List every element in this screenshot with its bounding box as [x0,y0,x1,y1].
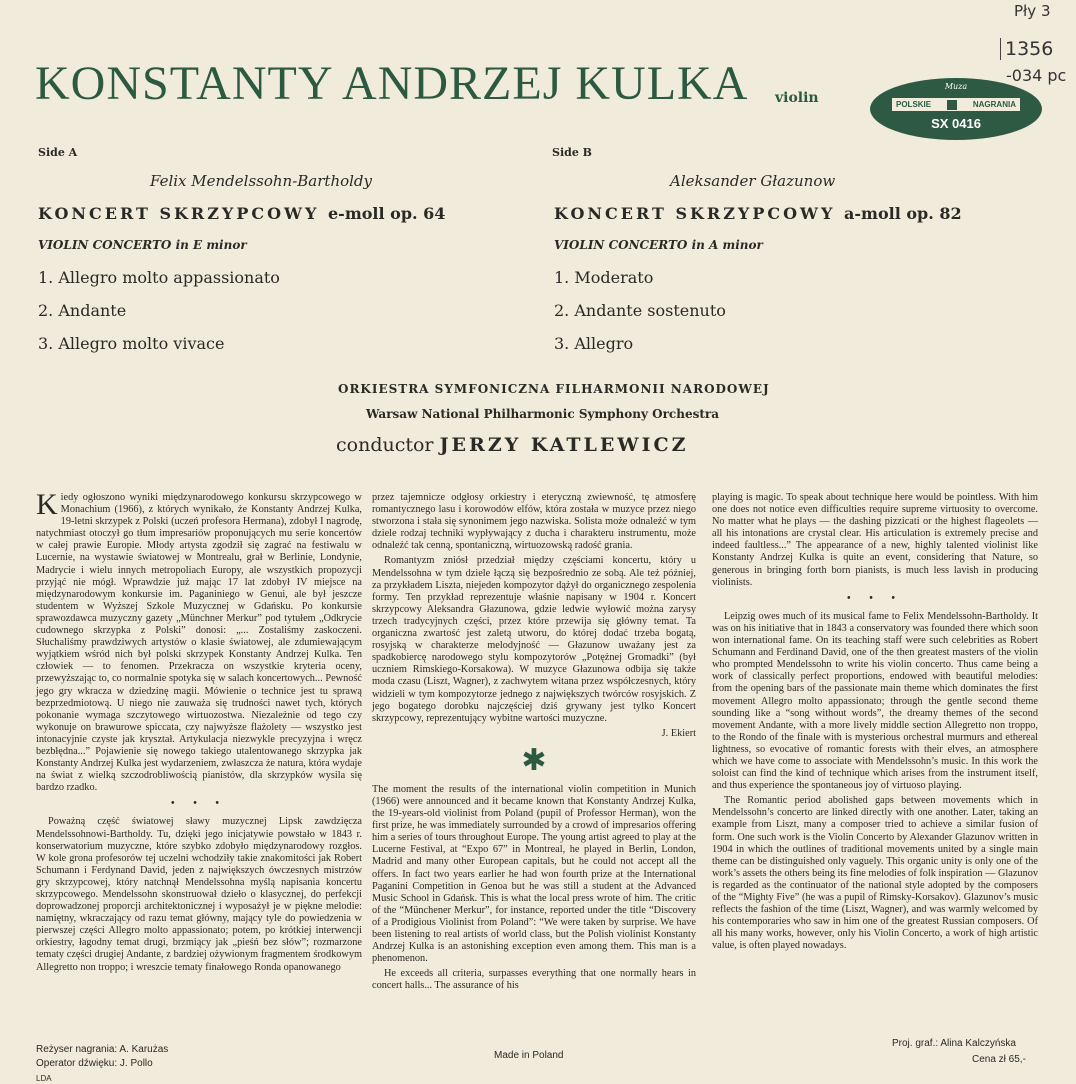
drop-cap: K [36,488,58,521]
orchestra-polish: ORKIESTRA SYMFONICZNA FILHARMONII NARODOWEJ [338,382,770,396]
asterisk-ornament: ✱ [521,743,547,777]
notes-en-paragraph-4: Leipzig owes much of its musical fame to Felix Mendelssohn-Bartholdy. It was on his initiative that in 1843 a conservatory was founded there which soon won international fame. On its teaching staff were such celebrities as Robert Schumann and Ferdinand David, one of the then greatest masters of the violin who prompted Mendelssohn to write his violin concerto. Thus came being a work of classically perfect proportions, endowed with beautiful melodies: from the opening bars of the passionate main theme which dominates the first movement Allegro molto appassionato; through the gentle second theme sounding like a “song without words”, the dreamy themes of the second movement Andante, with a more lively middle section Allegretto non troppo, to the Rondo of the finale with is mysterious orchestral murmurs and ethereal lightness, so evocative of romantic forests with their elves, an atmosphere which we have come to associate with Mendelssohn’s music. In this work the soloist can find the kind of technique which arises from the instrument itself, and thus experience the spontaneous joy of virtuoso playing. [712,610,1038,792]
notes-en-paragraph-5: The Romantic period abolished gaps between movements which in Mendelssohn’s concerto are linked directly with one another. Later, taking an example from Liszt, many a composer tried to achieve a similar fusion of form. One such work is the Violin Concerto by Alexander Glazunov written in 1904 in which the outlines of traditional movements united by a single main theme can be distinguished only vaguely. This organic unity is only one of the work’s assets the others being its fine melodies of folk inspiration — Glazunov is regarded as the continuator of the national style adopted by the composers of the “Mighty Five” (he was a pupil of Rimsky-Korsakov). Glazunov’s music reflects the fashion of the time (Liszt, Wagner), and was warmly welcomed by his contemporaries who saw in him one of the greatest Russian composers. Of all his many works, however, only his Violin Concerto, a work of high artistic value, is often played nowadays. [712,795,1039,952]
recording-director: Reżyser nagrania: A. Karużas [36,1044,169,1055]
side-a-composer: Felix Mendelssohn-Bartholdy [150,172,373,190]
made-in-label: Made in Poland [494,1050,564,1061]
notes-en-paragraph-1: The moment the results of the international violin competition in Munich (1966) were announced and it became known that Konstanty Andrzej Kulka, the 19-years-old violinist from Poland (pupil of Professor Herman), won the first prize, he was immediately surrounded by a crowd of impresarios offering him a series of tours throughout Europe. The young artist agreed to play at the Lucerne Festival, at “Expo 67” in Montreal, he played in Berlin, London, Madrid and many other European capitals, but he could not accept all the offers. In fact two years earlier he had won fourth prize at the International Paganini Competition in Genoa but he was still a student at the Advanced Music School in Gdańsk. This is what the local press wrote of him. The critic of the “Münchener Merkur”, for instance, reported under the title “Discovery of a Prodigious Violinist from Poland”: “We were taken by surprise. We have been listening to real artists of world class, but the Polish violinist Konstanty Andrzej Kulka is an astonishing exception even among them. This man is a phenomenon. [372,783,696,965]
handwritten-note-3: -034 pc [1006,66,1067,85]
price-label: Cena zł 65,- [972,1054,1026,1065]
notes-pl-paragraph-3: przez tajemnicze odgłosy orkiestry i eteryczną zwiewność, tę atmosferę romantycznego lasu i korowodów elfów, która została w muzyce przez niego stworzona i stała się synonimem jego nazwiska. Solista może odnaleźć w tym dziele rodzaj techniki wypływający z ducha i charakteru instrumentu, może odnaleźć tak cenną, spontaniczną, wirtuozowską radość grania. [372,492,696,552]
side-b-movement-1: 1. Moderato [554,268,654,287]
notes-signature: J. Ekiert [661,727,696,739]
side-a-work-title: KONCERT SKRZYPCOWY [38,204,320,223]
side-a-movement-1: 1. Allegro molto appassionato [38,268,280,287]
notes-pl-paragraph-4: Romantyzm zniósł przedział między częściami koncertu, który u Mendelssohna w tym dziele łączą się bezpośrednio ze sobą. Ale też później, za przykładem Liszta, niejeden kompozytor dążył do organicznego zespolenia formy. Ten przykład reprezentuje właśnie napisany w 1904 r. Koncert skrzypcowy Aleksandra Głazunowa, gdzie ledwie wyłowić można zarysy trzech tradycyjnych części, przez które przewija się główny temat. Ta organiczna zwartość jest zaletą utworu, do której dodać trzeba bogatą, rosyjską w charakterze melodyjność — Głazunow uważany jest za spadkobiercę narodowego stylu kompozytorów „Potężnej Gromadki” (był uczniem Rimskiego-Korsakowa). W muzyce Głazunowa odbija się także moda czasu (Liszt, Wagner), z zachwytem witana przez współczesnych, który widzieli w tym kompozytorze jednego z największych twórców rosyjskich. Z jego bogatego dorobku najczęściej dziś grywany jest tylko Koncert skrzypcowy, reprezentujący wybitne wartości muzyczne. [372,555,696,724]
side-a-work-english: VIOLIN CONCERTO in E minor [38,238,247,252]
notes-en-paragraph-2: He exceeds all criteria, surpasses everything that one normally hears in concert halls... The assurance of his [372,968,696,992]
side-b-work-english: VIOLIN CONCERTO in A minor [554,238,763,252]
label-muza: Muza [944,82,968,91]
instrument-label: violin [775,90,819,106]
notes-pl-paragraph-2: Poważną część światowej sławy muzycznej Lipsk zawdzięcza Mendelssohnowi-Bartholdy. Tu, dzięki jego inicjatywie powstało w 1843 r. konserwatorium muzyczne, które szybko zdobyło międzynarodowy rozgłos. W kole grona profesorów tej uczelni wchodziły takie znakomitości jak Robert Schumann i Ferdynand David, jeden z największych ówczesnych mistrzów gry skrzypcowej, który natchnął Mendelssohna myślą napisania koncertu skrzypcowego. Mendelssohn skonstruował dzieło o klasycznej, do perfekcji doprowadzonej proporcji architektonicznej i wyposażył je w piękne melodie: namiętny, wkraczający od razu temat główny, mający tyle do powiedzenia w pierwszej części Allegro molto appassionato; potem, po krótkiej interwencji orkiestry, łagodny temat drugi, brzmiący jak „pieśń bez słów”; rozmarzone tematy części drugiej Andante, z bardziej ożywionym fragmentem środkowym Allegretto non troppo; i wreszcie tematy finałowego Ronda opanowanego [36,816,362,973]
record-label-logo [870,78,1042,140]
label-logo-icon [947,100,957,110]
side-b-composer: Aleksander Głazunow [670,172,836,190]
liner-notes-column-3 [712,492,1038,955]
label-brand-left: POLSKIE [896,100,932,109]
handwritten-note-2: 1356 [1000,38,1053,60]
side-a-label: Side A [38,146,78,159]
side-a-movement-2: 2. Andante [38,301,127,320]
side-a-work-key: e-moll op. 64 [328,204,446,223]
notes-pl-paragraph-1 [36,488,362,794]
liner-notes-column-2 [372,492,696,995]
handwritten-note-1: Pły 3 [1014,2,1051,20]
sound-operator: Operator dźwięku: J. Pollo [36,1058,153,1069]
conductor-name: JERZY KATLEWICZ [439,434,689,456]
side-b-movement-2: 2. Andante sostenuto [554,301,726,320]
section-separator-en: • • • [847,592,903,604]
orchestra-english: Warsaw National Philharmonic Symphony Orchestra [366,407,719,421]
label-brand-right: NAGRANIA [972,100,1016,109]
side-b-work [554,204,962,223]
liner-notes-column-1 [36,488,362,977]
label-brand [892,98,1020,111]
side-b-label: Side B [552,146,592,159]
side-a-movement-3: 3. Allegro molto vivace [38,334,225,353]
notes-pl-paragraph-1-text: iedy ogłoszono wyniki międzynarodowego konkursu skrzypcowego w Monachium (1966), z których wynikało, że Konstanty Andrzej Kulka, 19-letni skrzypek z Polski (uczeń profesora Hermana), zdobył I nagrodę, natychmiast otoczył go tłum impresariów proponujących mu serie koncertów w całej prawie Europie. Młody artysta zgodził się zagrać na festiwalu w Lucernie, na wystawie światowej w Montrealu, grał w Berlinie, Londynie, Madrycie i wielu innych metropoliach Europy, ale wszystkich propozycji przyjąć nie mógł. Wprawdzie już mając 17 lat zdobył IV miejsce na międzynarodowym konkursie im. Paganiniego w Genui, ale był jeszcze studentem w Wyższej Szkole Muzycznej w Gdańsku. Po konkursie sprawozdawca muzyczny gazety „Münchner Merkur” pod tytułem „Odkrycie cudownego skrzypka z Polski” donosi: „... Zostaliśmy zaskoczeni. Słuchaliśmy prawdziwych artystów o klasie światowej, ale zdumiewającym wyjątkiem wśród nich był polski skrzypek Konstanty Andrzej Kulka. Ten człowiek — to fenomen. Przekracza on wszystkie kryteria oceny, przewyższając to, co normalnie spotyka się w salach koncertowych... Pewność jego gry wkracza w dziedzinę magii. Mówienie o technice jest tu sprawą bezprzedmiotową. U niego nie zauważa się trudności nawet tych, których pokonanie wymaga szczytowego wirtuozostwa. Niezależnie od tego czy wykonuje on brawurowe spiccata, czy najwyższe flażolety — wszystko jest intonacyjnie czyste jak kryształ. Artykulacja niezwykle precyzyjna i wręcz bezbłędna...” Pojawienie się nowego takiego utalentowanego skrzypka jak Konstanty Andrzej Kulka jest wydarzeniem, zwłaszcza że natura, która wydaje na świat z wielką szczodrobliwością pianistów, dla skrzypków wysila się bardzo rzadko. [36,492,362,794]
catalog-number: SX 0416 [931,116,981,131]
section-separator: • • • [171,798,227,810]
side-a-work [38,204,445,223]
artist-name: KONSTANTY ANDRZEJ KULKA [35,57,749,110]
side-b-work-key: a-moll op. 82 [844,204,962,223]
graphic-design-credit: Proj. graf.: Alina Kalczyńska [892,1038,1016,1049]
notes-en-paragraph-3: playing is magic. To speak about technique here would be pointless. With him one does not notice even difficulties require supreme virtuosity to overcome. No matter what he plays — the dashing pizzicati or the highest flageolets — all his intonations are crystal clear. His articulation is extremely precise and indeed faultless...” The appearance of a new, highly talented violinist like Konstanty Andrzej Kulka is quite an event, considering that Nature, so generous in bringing forth born pianists, is much less lavish in producing violinists. [712,492,1038,588]
conductor-line [336,434,689,456]
side-b-work-title: KONCERT SKRZYPCOWY [554,204,836,223]
conductor-label: conductor [336,434,434,456]
side-b-movement-3: 3. Allegro [554,334,634,353]
footer-code: LDA [36,1074,52,1083]
